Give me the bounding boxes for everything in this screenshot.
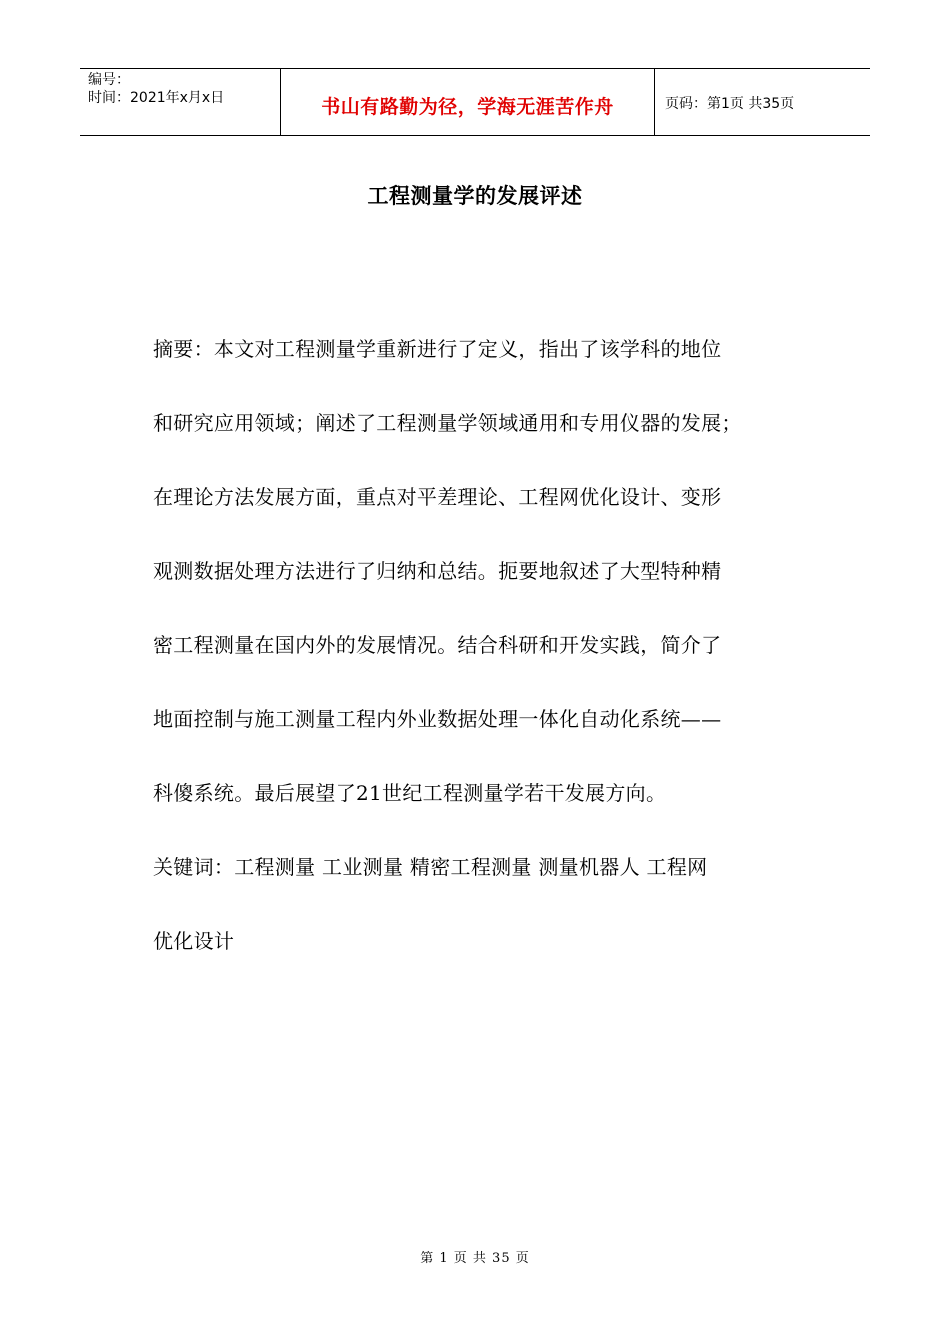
- abstract-line: 和研究应用领域；阐述了工程测量学领域通用和专用仪器的发展；: [153, 411, 742, 435]
- page-footer: 第 1 页 共 35 页: [420, 1251, 530, 1266]
- abstract-line: 摘要：本文对工程测量学重新进行了定义，指出了该学科的地位: [153, 337, 722, 361]
- header-page-info: 页码：第1页 共35页: [665, 96, 795, 112]
- keywords-line: 关键词：工程测量 工业测量 精密工程测量 测量机器人 工程网: [153, 855, 708, 879]
- document-number-label: 编号：: [88, 72, 130, 88]
- abstract-line: 观测数据处理方法进行了归纳和总结。扼要地叙述了大型特种精: [153, 559, 722, 583]
- page-header: [80, 68, 870, 136]
- document-title: 工程测量学的发展评述: [367, 184, 583, 208]
- abstract-line: 在理论方法发展方面，重点对平差理论、工程网优化设计、变形: [153, 485, 722, 509]
- header-page-cell: [655, 69, 870, 135]
- document-time-label: 时间：2021年x月x日: [88, 90, 225, 106]
- abstract-line: 地面控制与施工测量工程内外业数据处理一体化自动化系统——: [153, 707, 722, 731]
- abstract-section: [153, 334, 813, 1000]
- keywords-line: 优化设计: [153, 929, 235, 953]
- abstract-line: 科傻系统。最后展望了21世纪工程测量学若干发展方向。: [153, 781, 667, 805]
- header-motto: 书山有路勤为径，学海无涯苦作舟: [321, 95, 614, 118]
- abstract-line: 密工程测量在国内外的发展情况。结合科研和开发实践，简介了: [153, 633, 722, 657]
- header-motto-cell: [281, 69, 655, 135]
- header-meta-cell: [80, 69, 281, 135]
